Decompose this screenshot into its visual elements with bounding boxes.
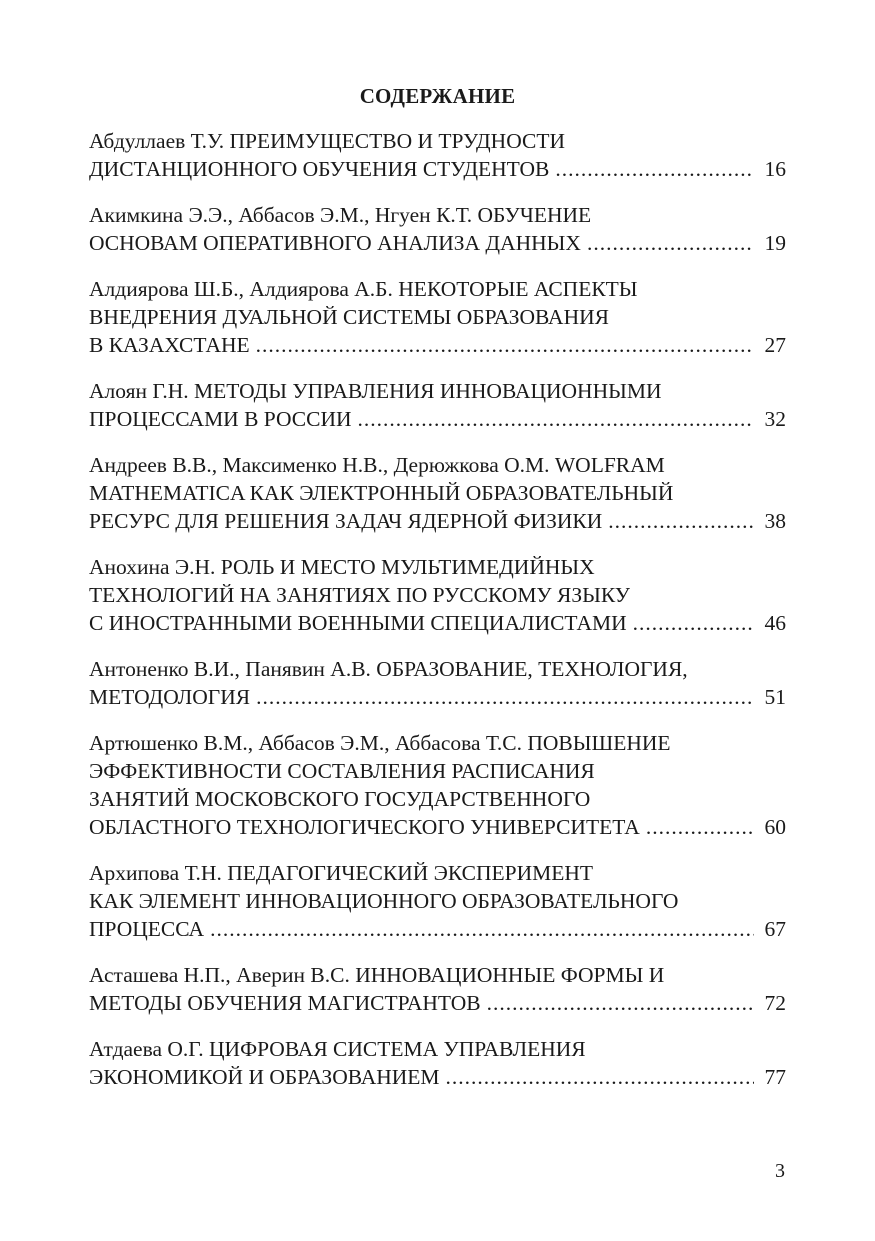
toc-entry-line: КАК ЭЛЕМЕНТ ИННОВАЦИОННОГО ОБРАЗОВАТЕЛЬНОГО <box>89 889 679 913</box>
toc-entry-line: Андреев В.В., Максименко Н.В., Дерюжкова О.М. WOLFRAM <box>89 453 665 477</box>
toc-entry-line: Анохина Э.Н. РОЛЬ И МЕСТО МУЛЬТИМЕДИЙНЫХ <box>89 555 595 579</box>
toc-entry-line: ТЕХНОЛОГИЙ НА ЗАНЯТИЯХ ПО РУССКОМУ ЯЗЫКУ <box>89 583 631 607</box>
toc-entry-page: 72 <box>764 991 786 1015</box>
dot-leader <box>587 229 754 257</box>
toc-entry-last-line <box>89 813 786 841</box>
dot-leader <box>256 683 754 711</box>
toc-entry-line: Алоян Г.Н. МЕТОДЫ УПРАВЛЕНИЯ ИННОВАЦИОННЫМИ <box>89 379 662 403</box>
toc-entry-last-line <box>89 683 786 711</box>
toc-entry-page: 51 <box>764 685 786 709</box>
dot-leader <box>446 1063 754 1091</box>
toc-entry-line: ДИСТАНЦИОННОГО ОБУЧЕНИЯ СТУДЕНТОВ <box>89 157 550 181</box>
toc-entry <box>89 859 786 943</box>
toc-entry-line: МЕТОДЫ ОБУЧЕНИЯ МАГИСТРАНТОВ <box>89 991 481 1015</box>
toc-entry-line: MATHEMATICA КАК ЭЛЕКТРОННЫЙ ОБРАЗОВАТЕЛЬНЫЙ <box>89 481 674 505</box>
toc-entry-page: 67 <box>764 917 786 941</box>
toc-entry-last-line <box>89 155 786 183</box>
toc-entry-page: 16 <box>764 157 786 181</box>
toc-entry <box>89 729 786 841</box>
toc-entry-line: В КАЗАХСТАНЕ <box>89 333 250 357</box>
toc-entry-line: РЕСУРС ДЛЯ РЕШЕНИЯ ЗАДАЧ ЯДЕРНОЙ ФИЗИКИ <box>89 509 603 533</box>
toc-entry-last-line <box>89 507 786 535</box>
toc-entry-page: 46 <box>764 611 786 635</box>
toc-entry-line: Асташева Н.П., Аверин В.С. ИННОВАЦИОННЫЕ ФОРМЫ И <box>89 963 665 987</box>
toc-entry <box>89 201 786 257</box>
toc-entry-last-line <box>89 405 786 433</box>
toc-entry-line: Абдуллаев Т.У. ПРЕИМУЩЕСТВО И ТРУДНОСТИ <box>89 129 565 153</box>
toc-entry-page: 19 <box>764 231 786 255</box>
page-title: СОДЕРЖАНИЕ <box>359 84 516 108</box>
toc-entry-last-line <box>89 1063 786 1091</box>
toc-entry-page: 32 <box>764 407 786 431</box>
table-of-contents <box>89 127 786 1109</box>
toc-entry-last-line <box>89 915 786 943</box>
toc-entry-page: 27 <box>764 333 786 357</box>
toc-entry <box>89 961 786 1017</box>
dot-leader <box>608 507 754 535</box>
page-number: 3 <box>775 1160 785 1182</box>
dot-leader <box>358 405 754 433</box>
toc-entry-line: ОСНОВАМ ОПЕРАТИВНОГО АНАЛИЗА ДАННЫХ <box>89 231 581 255</box>
toc-entry-last-line <box>89 989 786 1017</box>
toc-entry-line: ПРОЦЕССА <box>89 917 205 941</box>
toc-entry <box>89 275 786 359</box>
toc-entry-line: Антоненко В.И., Панявин А.В. ОБРАЗОВАНИЕ, ТЕХНОЛОГИЯ, <box>89 657 688 681</box>
toc-entry-line: ЗАНЯТИЙ МОСКОВСКОГО ГОСУДАРСТВЕННОГО <box>89 787 591 811</box>
dot-leader <box>633 609 754 637</box>
toc-entry-page: 77 <box>764 1065 786 1089</box>
toc-entry-line: ПРОЦЕССАМИ В РОССИИ <box>89 407 352 431</box>
toc-entry <box>89 451 786 535</box>
toc-entry-line: Архипова Т.Н. ПЕДАГОГИЧЕСКИЙ ЭКСПЕРИМЕНТ <box>89 861 594 885</box>
toc-entry-line: ЭФФЕКТИВНОСТИ СОСТАВЛЕНИЯ РАСПИСАНИЯ <box>89 759 595 783</box>
toc-entry <box>89 553 786 637</box>
toc-entry-line: ВНЕДРЕНИЯ ДУАЛЬНОЙ СИСТЕМЫ ОБРАЗОВАНИЯ <box>89 305 609 329</box>
toc-entry-line: Акимкина Э.Э., Аббасов Э.М., Нгуен К.Т. ОБУЧЕНИЕ <box>89 203 592 227</box>
dot-leader <box>555 155 754 183</box>
toc-entry <box>89 127 786 183</box>
toc-entry-last-line <box>89 331 786 359</box>
toc-entry-page: 60 <box>764 815 786 839</box>
toc-entry <box>89 1035 786 1091</box>
toc-entry-last-line <box>89 609 786 637</box>
toc-entry <box>89 655 786 711</box>
toc-entry-last-line <box>89 229 786 257</box>
dot-leader <box>487 989 754 1017</box>
toc-entry <box>89 377 786 433</box>
dot-leader <box>256 331 754 359</box>
toc-entry-line: Атдаева О.Г. ЦИФРОВАЯ СИСТЕМА УПРАВЛЕНИЯ <box>89 1037 586 1061</box>
toc-entry-page: 38 <box>764 509 786 533</box>
toc-entry-line: ОБЛАСТНОГО ТЕХНОЛОГИЧЕСКОГО УНИВЕРСИТЕТА <box>89 815 640 839</box>
toc-entry-line: ЭКОНОМИКОЙ И ОБРАЗОВАНИЕМ <box>89 1065 440 1089</box>
toc-entry-line: С ИНОСТРАННЫМИ ВОЕННЫМИ СПЕЦИАЛИСТАМИ <box>89 611 627 635</box>
toc-entry-line: Алдиярова Ш.Б., Алдиярова А.Б. НЕКОТОРЫЕ АСПЕКТЫ <box>89 277 638 301</box>
toc-entry-line: Артюшенко В.М., Аббасов Э.М., Аббасова Т.С. ПОВЫШЕНИЕ <box>89 731 671 755</box>
toc-entry-line: МЕТОДОЛОГИЯ <box>89 685 251 709</box>
dot-leader <box>646 813 754 841</box>
dot-leader <box>210 915 754 943</box>
